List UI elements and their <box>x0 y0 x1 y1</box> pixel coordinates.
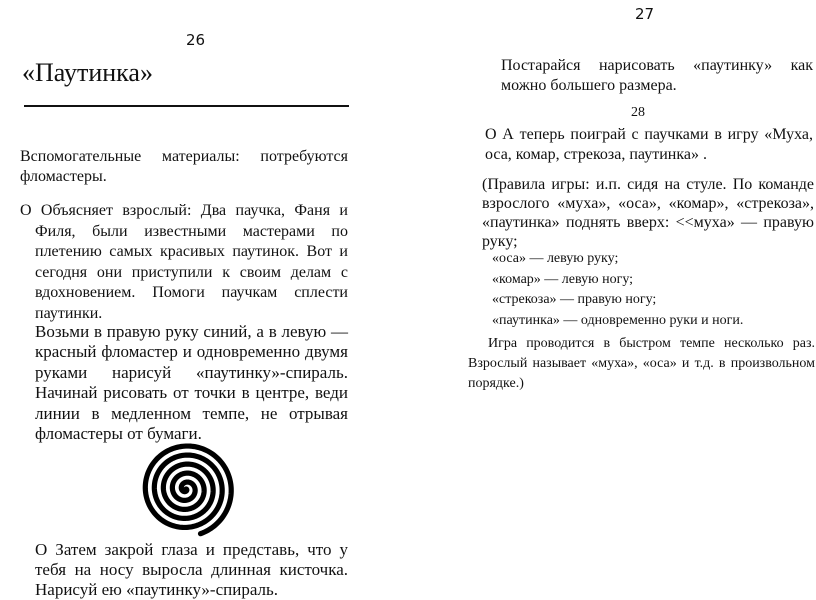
spiral-illustration <box>135 438 237 540</box>
explanation-text: О Объясняет взрослый: Два паучка, Фаня и Филя, были известными мастерами по плетению самых красивых паутинок. Вот и сегодня они приступили к своим делам с вдохновением. Помоги паучкам сплести паутинки. <box>20 202 348 322</box>
title-underline <box>24 105 349 107</box>
page-title: «Паутинка» <box>22 58 153 87</box>
left-page <box>0 0 408 599</box>
rule-item: «стрекоза» — правую ногу; <box>492 292 657 307</box>
page-number: 27 <box>635 5 655 23</box>
rule-item: «паутинка» — одновременно руки и ноги. <box>492 313 744 328</box>
try-draw-paragraph: Постарайся нарисовать «паутинку» как можно большего размера. <box>501 57 813 94</box>
explanation-paragraph <box>20 201 348 324</box>
instruction-paragraph: Возьми в правую руку синий, а в левую — красный фломастер и одновременно двумя руками нарисуй «паутинку»-спираль. Начинай рисовать от точки в центре, веди линии в медленном темпе, не отрывая фломастеры от бумаги. <box>35 322 348 444</box>
page-number: 26 <box>186 31 206 49</box>
right-page <box>408 0 816 595</box>
final-paragraph: Игра проводится в быстром темпе несколько раз. Взрослый называет «муха», «оса» и т.д. в произвольном порядке.) <box>468 336 815 391</box>
rules-intro-paragraph: (Правила игры: и.п. сидя на стуле. По команде взрослого «муха», «оса», «комар», «стрекоза», «паутинка» поднять вверх: <<муха» — правую руку; <box>482 176 814 250</box>
rule-item: «оса» — левую руку; <box>492 251 619 266</box>
rule-item: «комар» — левую ногу; <box>492 272 634 287</box>
closing-paragraph: О Затем закрой глаза и представь, что у тебя на носу выросла длинная кисточка. Нарисуй ею «паутинку»-спираль. <box>35 540 348 599</box>
section-number: 28 <box>631 105 645 120</box>
spiral-line <box>145 446 231 534</box>
game-intro-paragraph: О А теперь поиграй с паучками в игру «Муха, оса, комар, стрекоза, паутинка» . <box>485 126 813 163</box>
materials-paragraph: Вспомогательные материалы: потребуются фломастеры. <box>20 148 348 185</box>
